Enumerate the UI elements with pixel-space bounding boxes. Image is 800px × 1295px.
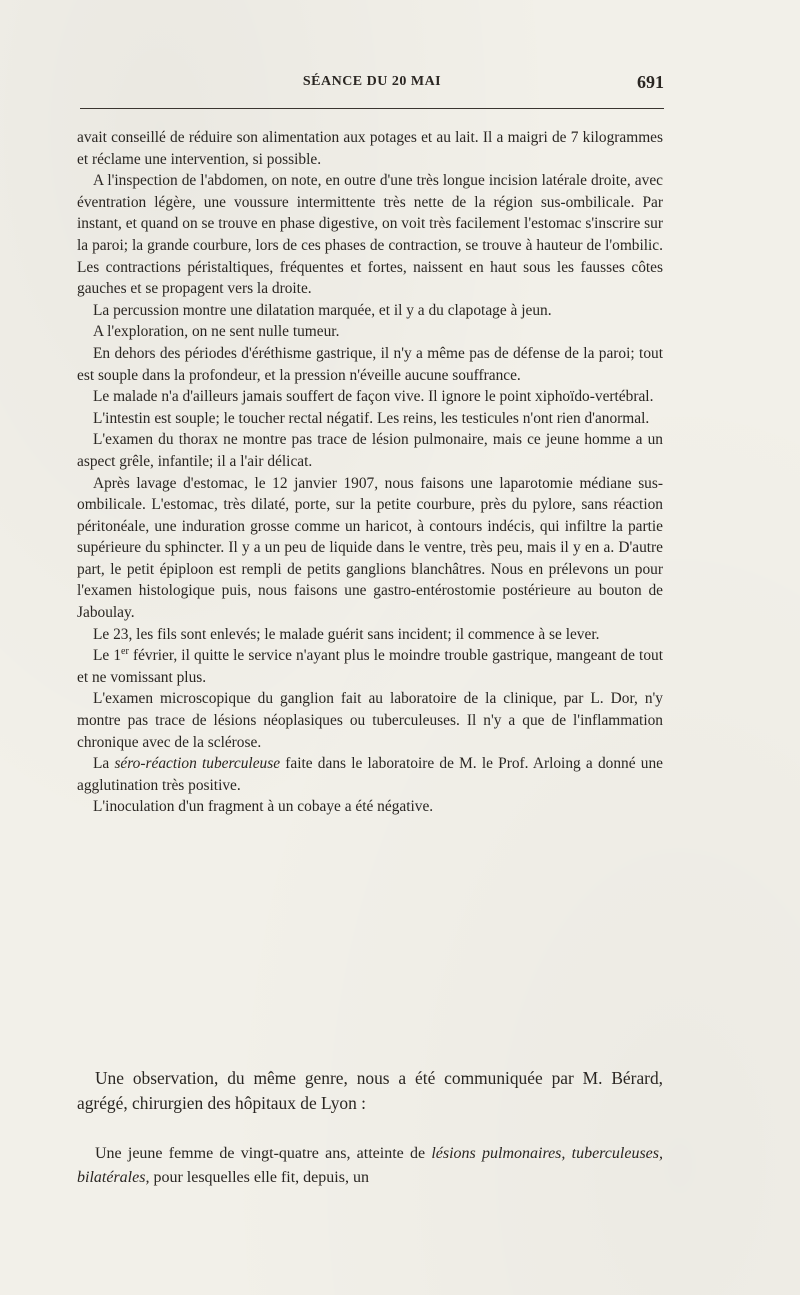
paragraph-11-start: Le 1 [93,647,122,665]
paragraph-1: avait conseillé de réduire son alimentation aux potages et au lait. Il a maigri de 7 kilogrammes et réclame une intervention, si possible. [77,129,663,168]
paragraph-8: L'examen du thorax ne montre pas trace de lésion pulmonaire, mais ce jeune homme a un aspect grêle, infantile; il a l'air délicat. [77,431,663,470]
lower-section [77,1066,663,1190]
page-number: 691 [637,72,664,92]
paragraph-7: L'intestin est souple; le toucher rectal négatif. Les reins, les testicules n'ont rien d'anormal. [93,409,650,427]
page-header [80,70,664,98]
case-italic: lésions pulmonaires, tuberculeuses, bilatérales, [77,1145,664,1186]
case-start: Une jeune femme de vingt-quatre ans, atteinte de [95,1145,432,1162]
intro-paragraph: Une observation, du même genre, nous a été communiquée par M. Bérard, agrégé, chirurgien des hôpitaux de Lyon : [77,1068,663,1113]
paragraph-5: En dehors des périodes d'éréthisme gastrique, il n'y a même pas de défense de la paroi; tout est souple dans la profondeur, et la pression n'éveille aucune souffrance. [77,344,663,384]
paragraph-4: A l'exploration, on ne sent nulle tumeur. [93,323,340,341]
paragraph-2: A l'inspection de l'abdomen, on note, en outre d'une très longue incision latérale droite, avec éventration légère, une voussure intermittente très nette de la région sus-ombilicale. Par instant, et quand on se trouve en phase digestive, on voit très facilement l'estomac s'inscrire sur la paroi; la grande courbure, lors de ces phases de contraction, se trouve à hauteur de l'ombilic. Les contractions péristaltiques, fréquentes et fortes, naissent en haut sous les fausses côtes gauches et se propagent vers la droite. [77,172,663,298]
paragraph-13 [77,753,663,796]
paragraph-9: Après lavage d'estomac, le 12 janvier 1907, nous faisons une laparotomie médiane sus-ombilicale. L'estomac, très dilaté, porte, sur la petite courbure, près du pylore, sans réaction péritonéale, une induration grosse comme un haricot, à contours indécis, qui infiltre la partie supérieure du sphincter. Il y a un peu de liquide dans le ventre, très peu, mais il y en a. D'autre part, le petit épiploon est rempli de petits ganglions blanchâtres. Nous en prélevons un pour l'examen histologique puis, nous faisons une gastro-entérostomie postérieure au bouton de Jaboulay. [77,474,663,622]
case-end: pour lesquelles elle fit, depuis, un [149,1169,369,1186]
paragraph-13-start: La [93,755,115,773]
paragraph-13-end: faite dans le laboratoire de M. le Prof. Arloing a donné une agglutination très positive. [77,755,663,794]
paragraph-14: L'inoculation d'un fragment à un cobaye a été négative. [93,798,434,816]
header-rule [80,108,664,109]
paragraph-11-end: février, il quitte le service n'ayant plus le moindre trouble gastrique, mangeant de tout et ne vomissant plus. [77,647,663,686]
running-head: SÉANCE DU 20 MAI [302,74,442,89]
paragraph-11 [77,645,663,688]
main-text [77,127,663,818]
paragraph-6: Le malade n'a d'ailleurs jamais souffert de façon vive. Il ignore le point xiphoïdo-vertébral. [93,388,654,406]
italic-term: séro-réaction tuberculeuse [114,755,281,773]
ordinal-superscript: er [121,646,129,658]
paragraph-3: La percussion montre une dilatation marquée, et il y a du clapotage à jeun. [93,301,552,319]
paragraph-12: L'examen microscopique du ganglion fait au laboratoire de la clinique, par L. Dor, n'y montre pas trace de lésions néoplasiques ou tuberculeuses. Il n'y a que de l'inflammation chronique avec de la sclérose. [77,690,663,751]
case-paragraph [77,1142,663,1190]
paragraph-10: Le 23, les fils sont enlevés; le malade guérit sans incident; il commence à se lever. [93,625,600,643]
